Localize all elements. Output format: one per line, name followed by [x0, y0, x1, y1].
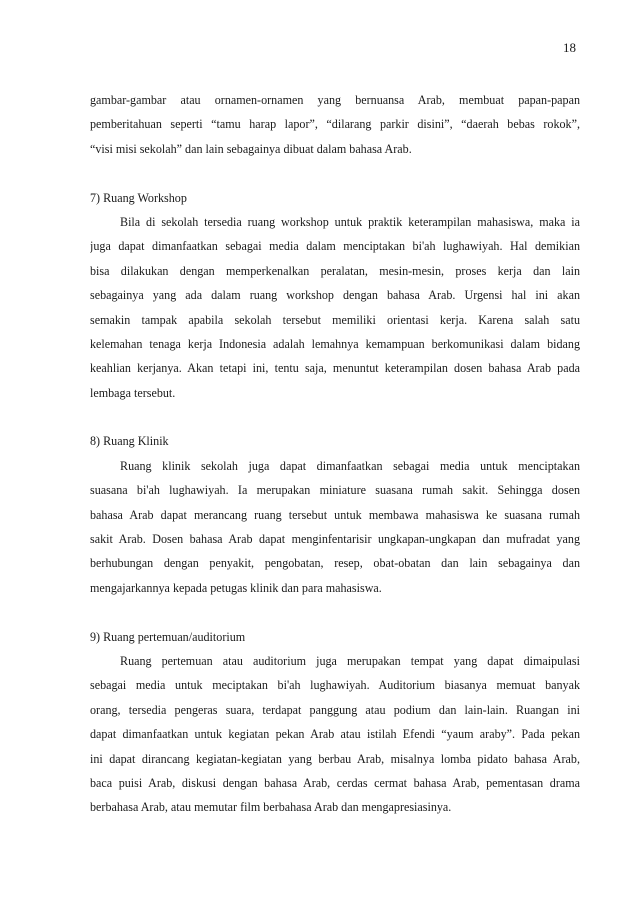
text-line: berhubungan dengan penyakit, pengobatan, resep, obat-obatan dan lain sebagainya dan: [90, 556, 580, 571]
text-line: sebagai media untuk meciptakan bi'ah lughawiyah. Auditorium biasanya memuat banyak: [90, 678, 580, 693]
text-line: bahasa Arab dapat merancang ruang tersebut untuk membawa mahasiswa ke suasana rumah: [90, 507, 580, 522]
section-auditorium: [90, 625, 580, 820]
text-line: sakit Arab. Dosen bahasa Arab dapat menginfentarisir ungkapan-ungkapan dan mufradat yang: [90, 532, 580, 547]
section-heading: 9) Ruang pertemuan/auditorium: [90, 629, 246, 644]
text-line: dapat dimanfaatkan untuk kegiatan pekan Arab atau istilah Efendi “yaum araby”. Pada pekan: [90, 727, 580, 742]
section-heading: 8) Ruang Klinik: [90, 434, 169, 449]
intro-paragraph: [90, 88, 580, 161]
text-line: ini dapat dirancang kegiatan-kegiatan yang berbau Arab, misalnya lomba pidato bahasa Arab,: [90, 751, 580, 766]
text-line: baca puisi Arab, diskusi dengan bahasa Arab, cerdas cermat bahasa Arab, pementasan drama: [90, 775, 580, 790]
text-line: Bila di sekolah tersedia ruang workshop untuk praktik keterampilan mahasiswa, maka ia: [120, 214, 580, 229]
text-line: “visi misi sekolah” dan lain sebagainya dibuat dalam bahasa Arab.: [90, 141, 412, 156]
text-line: gambar-gambar atau ornamen-ornamen yang bernuansa Arab, membuat papan-papan: [90, 93, 580, 107]
section-klinik: [90, 429, 580, 600]
text-line: Ruang klinik sekolah juga dapat dimanfaatkan sebagai media untuk menciptakan: [120, 458, 580, 473]
text-line: semakin tampak apabila sekolah tersebut memiliki orientasi kerja. Karena salah satu: [90, 312, 580, 327]
paragraph-gap: [90, 600, 580, 624]
text-line: pemberitahuan seperti “tamu harap lapor”, “dilarang parkir disini”, “daerah bebas rokok”,: [90, 117, 580, 132]
text-line: kelemahan tenaga kerja Indonesia adalah lemahnya kemampuan berkomunikasi dalam bidang: [90, 336, 580, 351]
text-line: suasana bi'ah lughawiyah. Ia merupakan miniature suasana rumah sakit. Sehingga dosen: [90, 483, 580, 498]
text-line: Ruang pertemuan atau auditorium juga merupakan tempat yang dapat dimaipulasi: [120, 653, 580, 668]
text-line: bisa dilakukan dengan memperkenalkan peralatan, mesin-mesin, proses kerja dan lain: [90, 263, 580, 278]
section-heading: 7) Ruang Workshop: [90, 190, 187, 205]
page-body: [90, 88, 580, 820]
text-line: orang, tersedia pengeras suara, terdapat panggung atau podium dan lain-lain. Ruangan ini: [90, 702, 580, 717]
page-number: 18: [563, 40, 576, 55]
text-line: juga dapat dimanfaatkan sebagai media dalam menciptakan bi'ah lughawiyah. Hal demikian: [90, 239, 580, 254]
text-line: keahlian kerjanya. Akan tetapi ini, tentu saja, menuntut keterampilan dosen bahasa Arab pada: [90, 361, 580, 376]
text-line: berbahasa Arab, atau memutar film berbahasa Arab dan mengapresiasinya.: [90, 800, 452, 815]
section-workshop: [90, 186, 580, 406]
text-line: mengajarkannya kepada petugas klinik dan para mahasiswa.: [90, 580, 382, 595]
text-line: lembaga tersebut.: [90, 385, 176, 400]
paragraph-gap: [90, 405, 580, 429]
text-line: sebagainya yang ada dalam ruang workshop dengan bahasa Arab. Urgensi hal ini akan: [90, 288, 580, 303]
paragraph-gap: [90, 161, 580, 185]
